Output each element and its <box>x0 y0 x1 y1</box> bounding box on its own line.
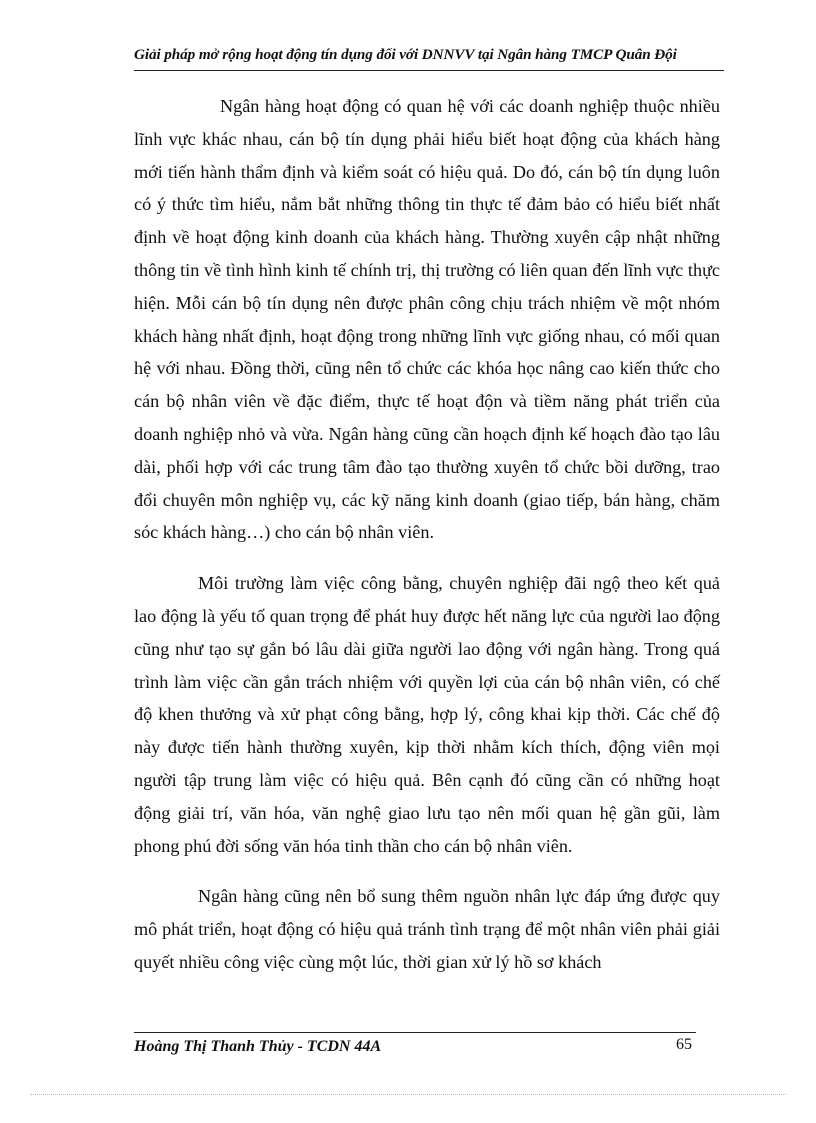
body-text <box>134 90 720 997</box>
paragraph-3: Ngân hàng cũng nên bổ sung thêm nguồn nhân lực đáp ứng được quy mô phát triển, hoạt động có hiệu quả tránh tình trạng để một nhân viên phải giải quyết nhiều công việc cùng một lúc, thời gian xử lý hồ sơ khách <box>134 886 720 972</box>
running-header: Giải pháp mở rộng hoạt động tín dụng đối với DNNVV tại Ngân hàng TMCP Quân Đội <box>134 46 724 71</box>
footer-author: Hoàng Thị Thanh Thủy - TCDN 44A <box>134 1038 382 1055</box>
page-bottom-border <box>30 1094 786 1095</box>
footer-divider <box>134 1032 696 1033</box>
paragraph-1: Ngân hàng hoạt động có quan hệ với các doanh nghiệp thuộc nhiều lĩnh vực khác nhau, cán bộ tín dụng phải hiểu biết hoạt động của khách hàng mới tiến hành thẩm định và kiểm soát có hiệu quả. Do đó, cán bộ tín dụng luôn có ý thức tìm hiểu, nắm bắt những thông tin thực tế đảm bảo có hiểu biết nhất định về hoạt động kinh doanh của khách hàng. Thường xuyên cập nhật những thông tin về tình hình kinh tế chính trị, thị trường có liên quan đến lĩnh vực thực hiện. Mỗi cán bộ tín dụng nên được phân công chịu trách nhiệm về một nhóm khách hàng nhất định, hoạt động trong những lĩnh vực giống nhau, có mối quan hệ với nhau. Đồng thời, cũng nên tổ chức các khóa học nâng cao kiến thức cho cán bộ nhân viên về đặc điểm, thực tế hoạt độn và tiềm năng phát triển của doanh nghiệp nhỏ và vừa. Ngân hàng cũng cần hoạch định kế hoạch đào tạo lâu dài, phối hợp với các trung tâm đào tạo thường xuyên tổ chức bồi dưỡng, trao đổi chuyên môn nghiệp vụ, các kỹ năng kinh doanh (giao tiếp, bán hàng, chăm sóc khách hàng…) cho cán bộ nhân viên. <box>134 96 720 543</box>
page-number: 65 <box>676 1036 692 1053</box>
paragraph-2: Môi trường làm việc công bằng, chuyên nghiệp đãi ngộ theo kết quả lao động là yếu tố quan trọng để phát huy được hết năng lực của người lao động cũng như tạo sự gắn bó lâu dài giữa người lao động với ngân hàng. Trong quá trình làm việc cần gắn trách nhiệm với quyền lợi của cán bộ nhân viên, có chế độ khen thưởng và xử phạt công bằng, hợp lý, công khai kịp thời. Các chế độ này được tiến hành thường xuyên, kịp thời nhằm kích thích, động viên mọi người tập trung làm việc có hiệu quả. Bên cạnh đó cũng cần có những hoạt động giải trí, văn hóa, văn nghệ giao lưu tạo nên mối quan hệ gần gũi, làm phong phú đời sống văn hóa tinh thần cho cán bộ nhân viên. <box>134 573 720 856</box>
